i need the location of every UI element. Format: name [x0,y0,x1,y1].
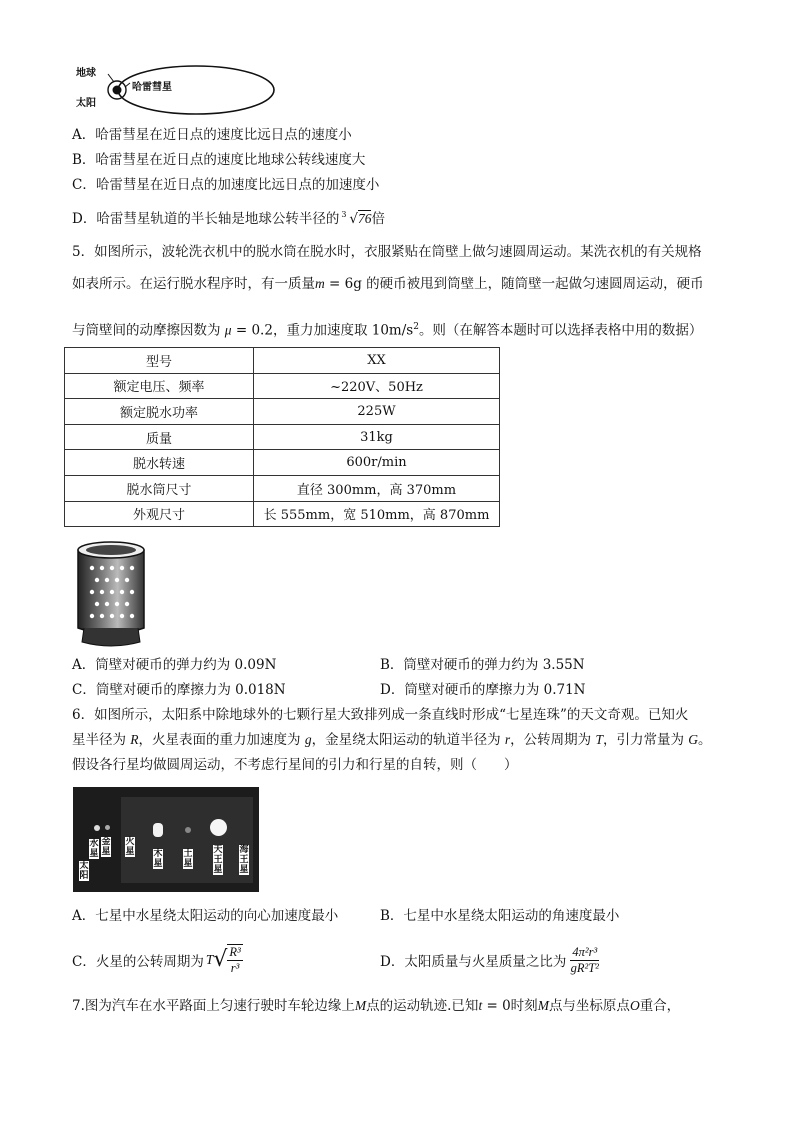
q4-option-b: B．哈雷彗星在近日点的速度比地球公转线速度大 [72,152,366,168]
fraction-denominator: gR²T² [570,960,599,975]
comet-pointer [125,83,130,87]
q6-text: ，金星绕太阳运动的轨道半径为 [311,732,505,748]
q5-exponent: 2 [413,322,419,332]
q4-option-d [72,210,385,228]
q6-text: 星半径为 [72,732,131,748]
sqrt-sign: √ [213,947,228,972]
table-cell-value: ~220V、50Hz [254,373,500,399]
table-cell-label: 脱水筒尺寸 [65,475,254,501]
fraction-numerator: 4π²r³ [572,944,598,959]
q6-option-c-T: T [205,952,214,967]
label-saturn: 土星 [183,849,193,869]
q5-text: 。则（在解答本题时可以选择表格中用的数据） [418,322,703,339]
q4-option-c: C．哈雷彗星在近日点的加速度比远日点的加速度小 [72,177,380,193]
table-cell-label: 型号 [65,348,254,374]
q5-text: 的硬币被甩到筒壁上，随筒壁一起做匀速圆周运动，硬币 [361,276,704,292]
orbit-diagram [70,58,280,120]
mercury-dot [94,825,100,831]
planet-alignment-photo [73,787,259,892]
washer-spec-table [64,347,500,527]
spin-drum-figure [70,538,152,648]
root-index: 3 [341,210,347,219]
q6-text: 。 [698,732,712,748]
q5-option-c: C．筒壁对硬币的摩擦力为 0.018N [72,682,286,698]
q4-option-d-suffix: 倍 [371,211,385,227]
comet-orbit-figure [70,58,280,120]
q4-option-d-prefix: D．哈雷彗星轨道的半长轴是地球公转半径的 [72,211,340,227]
q5-stem-line2 [72,275,704,293]
table-cell-value: 600r/min [254,450,500,476]
table-cell-value: 225W [254,399,500,425]
q7-symbol-M: M [537,998,549,1013]
table-cell-label: 外观尺寸 [65,501,254,527]
earth-pointer [108,74,114,82]
label-mars: 火星 [125,837,135,857]
table-row [65,424,500,450]
photo-inner-frame [121,797,253,883]
comet-label: 哈雷彗星 [132,82,172,93]
q6-option-d [380,940,599,980]
fraction-numerator: R³ [229,945,241,959]
table-cell-label: 额定电压、频率 [65,373,254,399]
q5-option-d: D．筒壁对硬币的摩擦力为 0.71N [380,682,586,698]
jupiter-dot [153,823,163,837]
earth-label: 地球 [76,68,96,79]
uranus-dot [210,819,227,836]
q5-symbol-mu: μ [224,322,232,338]
cube-root [339,210,371,228]
q6-symbol-T: T [595,732,603,747]
q5-mu-value: = 0.2 [231,322,273,339]
label-jupiter: 木星 [153,849,163,869]
table-cell-label: 质量 [65,424,254,450]
q6-option-c-prefix: C．火星的公转周期为 [72,954,204,970]
q7-symbol-O: O [629,998,640,1013]
table-cell-value: 31kg [254,424,500,450]
fraction-denominator: r³ [230,961,240,975]
label-sun: 太阳 [79,861,89,881]
q6-option-c-fraction [227,944,242,976]
table-row [65,475,500,501]
sun-dot [113,86,122,95]
q6-symbol-r: r [504,732,511,747]
label-neptune: 海王星 [239,845,249,875]
q7-text: 重合， [639,998,681,1014]
table-row [65,373,500,399]
table-cell-label: 脱水转速 [65,450,254,476]
q7-text: 点与坐标原点 [548,998,630,1014]
q6-text: ，引力常量为 [602,732,689,748]
table-row [65,501,500,527]
q6-text: ，公转周期为 [510,732,596,748]
q5-mass-value: = 6g [324,276,362,292]
radicand: 76 [357,211,372,226]
table-row [65,348,500,374]
q6-option-b: B．七星中水星绕太阳运动的角速度最小 [380,908,620,924]
saturn-dot [185,827,191,833]
venus-dot [105,825,110,830]
q5-option-a: A．筒壁对硬币的弹力约为 0.09N [72,657,277,673]
table-row [65,399,500,425]
label-mercury: 水星 [89,839,99,859]
spin-drum-drawing [70,538,152,648]
q5-stem-line3 [72,318,702,340]
q7-text: 点的运动轨迹.已知 [366,998,479,1014]
q6-text: ，火星表面的重力加速度为 [138,732,305,748]
table-cell-label: 额定脱水功率 [65,399,254,425]
table-cell-value: 直径 300mm，高 370mm [254,475,500,501]
table-cell-value: XX [254,348,500,374]
q6-option-d-fraction [570,945,599,976]
q5-text: 如表所示。在运行脱水程序时，有一质量 [72,276,315,292]
q7-text: = 0时刻 [482,998,538,1014]
q5-text: 与筒壁间的动摩擦因数为 [72,322,225,339]
table-cell-value: 长 555mm，宽 510mm，高 870mm [254,501,500,527]
q6-symbol-g: g [304,732,312,747]
q6-stem-line3: 假设各行星均做圆周运动，不考虑行星间的引力和行星的自转，则（ ） [72,757,518,773]
sun-label: 太阳 [76,98,96,109]
radical-sign: √ [349,211,358,227]
q4-option-a: A．哈雷彗星在近日点的速度比远日点的速度小 [72,127,352,143]
label-uranus: 天王星 [213,845,223,875]
q6-option-d-prefix: D．太阳质量与火星质量之比为 [380,954,567,970]
q5-option-b: B．筒壁对硬币的弹力约为 3.55N [380,657,585,673]
q6-stem-line1: 6．如图所示，太阳系中除地球外的七颗行星大致排列成一条直线时形成“七星连珠”的天文奇观。已知火 [72,707,689,723]
q7-text: 7.图为汽车在水平路面上匀速行驶时车轮边缘上 [72,998,355,1014]
q5-stem-line1: 5．如图所示，波轮洗衣机中的脱水筒在脱水时，衣服紧贴在筒壁上做匀速圆周运动。某洗衣机的有关规格 [72,244,702,260]
table-row [65,450,500,476]
q6-symbol-R: R [130,732,139,747]
q6-option-a: A．七星中水星绕太阳运动的向心加速度最小 [72,908,339,924]
q6-symbol-G: G [688,732,699,747]
q6-option-c [72,940,243,980]
q5-symbol-m: m [315,276,325,291]
q5-text: ，重力加速度取 10m/s [272,322,414,339]
q6-stem-line2 [72,731,712,749]
q7-symbol-M: M [354,998,367,1013]
q7-stem-line1 [72,997,680,1015]
q7-symbol-t: t [478,998,483,1013]
label-venus: 金星 [101,837,111,857]
